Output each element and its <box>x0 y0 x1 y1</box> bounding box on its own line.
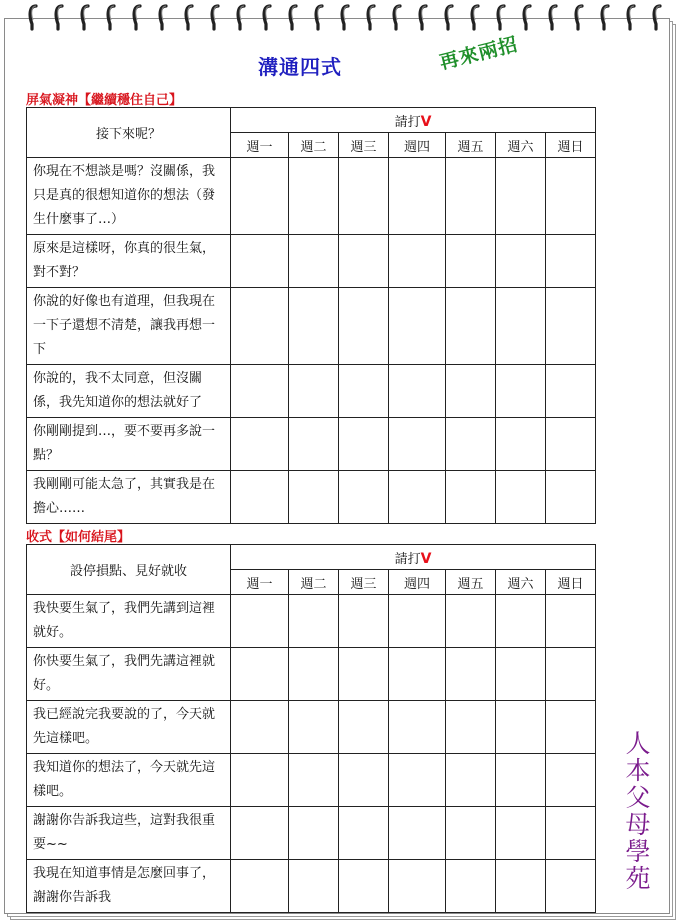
spiral-binding-ring-icon <box>340 2 350 32</box>
check-cell[interactable] <box>289 754 339 807</box>
check-label: 請打 <box>394 551 421 567</box>
check-header <box>231 108 596 133</box>
check-cell[interactable] <box>339 288 389 365</box>
check-cell[interactable] <box>446 365 496 418</box>
check-cell[interactable] <box>231 158 289 235</box>
check-cell[interactable] <box>339 158 389 235</box>
day-header: 週二 <box>289 133 339 158</box>
question-cell: 你現在不想談是嗎？沒關係，我只是真的很想知道你的想法（發生什麼事了…） <box>27 158 231 235</box>
question-cell: 原來是這樣呀，你真的很生氣，對不對？ <box>27 235 231 288</box>
day-header: 週六 <box>496 570 546 595</box>
check-cell[interactable] <box>546 595 596 648</box>
check-cell[interactable] <box>231 701 289 754</box>
check-cell[interactable] <box>546 701 596 754</box>
check-cell[interactable] <box>389 365 446 418</box>
check-cell[interactable] <box>546 365 596 418</box>
day-header: 週三 <box>339 570 389 595</box>
check-cell[interactable] <box>546 807 596 860</box>
check-cell[interactable] <box>546 471 596 524</box>
section-heading-2: 收式【如何結尾】 <box>26 530 131 545</box>
check-cell[interactable] <box>339 701 389 754</box>
spiral-binding-ring-icon <box>28 2 38 32</box>
check-cell[interactable] <box>546 860 596 913</box>
table-row <box>27 158 596 235</box>
day-header: 週四 <box>389 133 446 158</box>
check-cell[interactable] <box>446 807 496 860</box>
check-cell[interactable] <box>446 648 496 701</box>
day-header: 週日 <box>546 570 596 595</box>
table-row <box>27 418 596 471</box>
question-cell: 我剛剛可能太急了，其實我是在擔心…… <box>27 471 231 524</box>
check-cell[interactable] <box>231 365 289 418</box>
check-cell[interactable] <box>339 860 389 913</box>
spiral-binding-ring-icon <box>652 2 662 32</box>
day-header: 週五 <box>446 570 496 595</box>
check-cell[interactable] <box>496 754 546 807</box>
table-row <box>27 365 596 418</box>
check-cell[interactable] <box>231 754 289 807</box>
spiral-binding-ring-icon <box>366 2 376 32</box>
checklist-table-1 <box>26 107 596 524</box>
check-cell[interactable] <box>546 288 596 365</box>
check-cell[interactable] <box>446 235 496 288</box>
check-cell[interactable] <box>389 235 446 288</box>
spiral-binding-ring-icon <box>262 2 272 32</box>
spiral-binding-ring-icon <box>314 2 324 32</box>
check-cell[interactable] <box>446 158 496 235</box>
checklist-table-2 <box>26 544 596 913</box>
check-label: 請打 <box>394 114 421 130</box>
check-cell[interactable] <box>446 471 496 524</box>
check-cell[interactable] <box>339 235 389 288</box>
table-row <box>27 595 596 648</box>
question-cell: 我快要生氣了，我們先講到這裡就好。 <box>27 595 231 648</box>
spiral-binding-ring-icon <box>626 2 636 32</box>
check-cell[interactable] <box>389 418 446 471</box>
brand-vertical-text: 人本父母學苑 <box>625 729 651 893</box>
question-cell: 你說的，我不太同意，但沒關係，我先知道你的想法就好了 <box>27 365 231 418</box>
check-cell[interactable] <box>289 235 339 288</box>
check-cell[interactable] <box>389 860 446 913</box>
day-header: 週三 <box>339 133 389 158</box>
check-cell[interactable] <box>446 595 496 648</box>
check-cell[interactable] <box>289 158 339 235</box>
check-cell[interactable] <box>496 288 546 365</box>
section-heading-1: 屏氣凝神【繼續穩住自己】 <box>26 93 183 108</box>
check-cell[interactable] <box>496 365 546 418</box>
spiral-binding-ring-icon <box>522 2 532 32</box>
check-cell[interactable] <box>289 595 339 648</box>
check-cell[interactable] <box>339 418 389 471</box>
question-cell: 我知道你的想法了，今天就先這樣吧。 <box>27 754 231 807</box>
spiral-binding-ring-icon <box>496 2 506 32</box>
check-cell[interactable] <box>389 701 446 754</box>
table-row <box>27 754 596 807</box>
check-cell[interactable] <box>339 365 389 418</box>
check-cell[interactable] <box>231 860 289 913</box>
check-cell[interactable] <box>339 648 389 701</box>
check-cell[interactable] <box>496 471 546 524</box>
spiral-binding-ring-icon <box>548 2 558 32</box>
check-cell[interactable] <box>289 365 339 418</box>
question-cell: 你剛剛提到…，要不要再多說一點？ <box>27 418 231 471</box>
check-cell[interactable] <box>231 418 289 471</box>
check-cell[interactable] <box>339 807 389 860</box>
day-header: 週六 <box>496 133 546 158</box>
check-cell[interactable] <box>289 701 339 754</box>
check-cell[interactable] <box>289 288 339 365</box>
check-cell[interactable] <box>496 648 546 701</box>
check-cell[interactable] <box>289 471 339 524</box>
check-cell[interactable] <box>496 158 546 235</box>
day-header: 週一 <box>231 133 289 158</box>
check-cell[interactable] <box>339 754 389 807</box>
day-header: 週二 <box>289 570 339 595</box>
check-cell[interactable] <box>546 418 596 471</box>
question-cell: 你快要生氣了，我們先講這裡就好。 <box>27 648 231 701</box>
table-row <box>27 701 596 754</box>
check-mark-label: V <box>420 113 432 130</box>
check-cell[interactable] <box>496 418 546 471</box>
check-cell[interactable] <box>231 235 289 288</box>
check-cell[interactable] <box>446 288 496 365</box>
check-cell[interactable] <box>289 807 339 860</box>
spiral-binding-ring-icon <box>444 2 454 32</box>
day-header: 週一 <box>231 570 289 595</box>
check-cell[interactable] <box>389 807 446 860</box>
check-cell[interactable] <box>546 754 596 807</box>
check-cell[interactable] <box>496 701 546 754</box>
question-header: 接下來呢？ <box>27 108 231 158</box>
spiral-binding-ring-icon <box>600 2 610 32</box>
spiral-binding-ring-icon <box>574 2 584 32</box>
table-row <box>27 860 596 913</box>
table-row <box>27 807 596 860</box>
check-cell[interactable] <box>546 648 596 701</box>
spiral-binding-ring-icon <box>106 2 116 32</box>
question-cell: 你說的好像也有道理，但我現在一下子還想不清楚，讓我再想一下 <box>27 288 231 365</box>
check-cell[interactable] <box>496 235 546 288</box>
check-cell[interactable] <box>389 754 446 807</box>
check-cell[interactable] <box>446 754 496 807</box>
check-cell[interactable] <box>496 595 546 648</box>
spiral-binding-ring-icon <box>418 2 428 32</box>
table-row <box>27 235 596 288</box>
day-header: 週四 <box>389 570 446 595</box>
check-cell[interactable] <box>339 471 389 524</box>
check-cell[interactable] <box>389 471 446 524</box>
spiral-binding-ring-icon <box>184 2 194 32</box>
table-row <box>27 471 596 524</box>
check-cell[interactable] <box>389 158 446 235</box>
check-cell[interactable] <box>446 701 496 754</box>
check-cell[interactable] <box>231 288 289 365</box>
check-cell[interactable] <box>231 471 289 524</box>
check-cell[interactable] <box>289 860 339 913</box>
spiral-binding-ring-icon <box>132 2 142 32</box>
check-cell[interactable] <box>289 648 339 701</box>
check-cell[interactable] <box>389 595 446 648</box>
check-mark-label: V <box>420 550 432 567</box>
check-cell[interactable] <box>231 648 289 701</box>
page-title: 溝通四式 <box>258 55 342 79</box>
spiral-binding-ring-icon <box>392 2 402 32</box>
spiral-binding-ring-icon <box>236 2 246 32</box>
check-cell[interactable] <box>389 648 446 701</box>
spiral-binding-ring-icon <box>470 2 480 32</box>
question-cell: 我已經說完我要說的了，今天就先這樣吧。 <box>27 701 231 754</box>
table-row <box>27 288 596 365</box>
check-cell[interactable] <box>446 860 496 913</box>
check-cell[interactable] <box>389 288 446 365</box>
check-cell[interactable] <box>496 860 546 913</box>
day-header: 週日 <box>546 133 596 158</box>
spiral-binding-ring-icon <box>288 2 298 32</box>
check-cell[interactable] <box>231 595 289 648</box>
spiral-binding-ring-icon <box>80 2 90 32</box>
question-header: 設停損點、見好就收 <box>27 545 231 595</box>
question-cell: 謝謝你告訴我這些，這對我很重要~~ <box>27 807 231 860</box>
check-cell[interactable] <box>496 807 546 860</box>
spiral-binding-ring-icon <box>158 2 168 32</box>
page-subtitle: 再來兩招 <box>437 33 521 75</box>
check-cell[interactable] <box>546 158 596 235</box>
check-cell[interactable] <box>446 418 496 471</box>
spiral-binding-ring-icon <box>54 2 64 32</box>
table-row <box>27 648 596 701</box>
check-cell[interactable] <box>546 235 596 288</box>
check-cell[interactable] <box>339 595 389 648</box>
check-header <box>231 545 596 570</box>
spiral-binding <box>0 0 683 36</box>
day-header: 週五 <box>446 133 496 158</box>
spiral-binding-ring-icon <box>210 2 220 32</box>
question-cell: 我現在知道事情是怎麼回事了，謝謝你告訴我 <box>27 860 231 913</box>
check-cell[interactable] <box>231 807 289 860</box>
check-cell[interactable] <box>289 418 339 471</box>
